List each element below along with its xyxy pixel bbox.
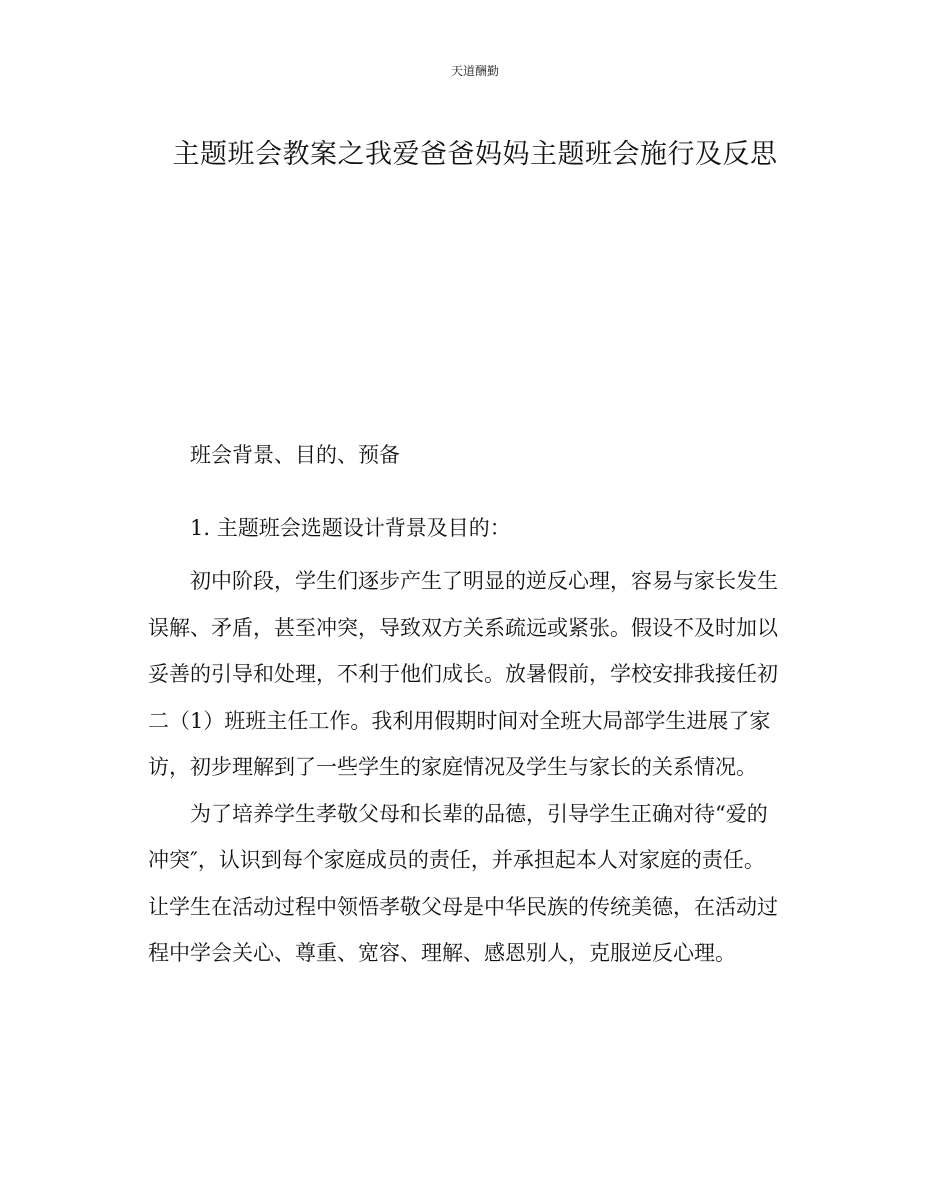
- document-title: 主题班会教案之我爱爸爸妈妈主题班会施行及反思: [172, 139, 778, 170]
- section-heading: 班会背景、目的、预备: [190, 443, 400, 467]
- paragraph-line: 二（1）班班主任工作。我利用假期时间对全班大局部学生进展了家: [148, 708, 771, 733]
- paragraph-line: 让学生在活动过程中领悟孝敬父母是中华民族的传统美德，在活动过: [148, 894, 778, 919]
- paragraph-2: [148, 791, 808, 977]
- paragraph-line: 访，初步理解到了一些学生的家庭情况及学生与家长的关系情况。: [148, 755, 757, 779]
- body-text: [148, 558, 808, 977]
- paragraph-line: 程中学会关心、尊重、宽容、理解、感恩别人，克服逆反心理。: [148, 941, 736, 965]
- paragraph-line: 妥善的引导和处理，不利于他们成长。放暑假前，学校安排我接任初: [148, 662, 778, 686]
- paragraph-line: 冲突″，认识到每个家庭成员的责任，并承担起本人对家庭的责任。: [148, 848, 765, 872]
- paragraph-1: [148, 558, 808, 791]
- paragraph-line: 误解、矛盾，甚至冲突，导致双方关系疏远或紧张。假设不及时加以: [148, 615, 778, 640]
- page-header: 天道酬勤: [450, 64, 499, 78]
- paragraph-line: 为了培养学生孝敬父母和长辈的品德，引导学生正确对待“爱的: [190, 801, 768, 826]
- item-heading: 1. 主题班会选题设计背景及目的：: [190, 516, 511, 540]
- paragraph-line: 初中阶段，学生们逐步产生了明显的逆反心理，容易与家长发生: [190, 569, 778, 593]
